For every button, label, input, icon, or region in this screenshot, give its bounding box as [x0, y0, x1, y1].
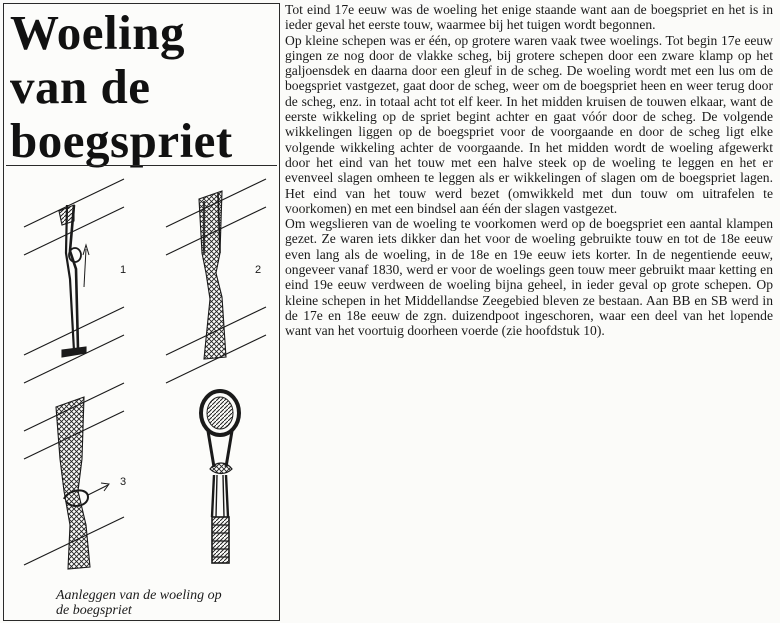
figure-2-diagram	[166, 179, 266, 383]
paragraph-2: Op kleine schepen was er één, op grotere waren vaak twee woelings. Tot begin 17e eeuw gingen ze nog door de vlakke scheg, bij grotere schepen door een zware klamp op het galjoensdek en daarna door een gleuf in de scheg. De woeling wordt met een lus om de boegspriet vastgezet, gaat door de scheg, weer om de boegspriet heen en weer terug door de scheg, enz. in totaal acht tot elf keer. In het midden kruisen de touwen elkaar, want de eerste wikkeling op de spriet begint achter en gaat vóór door de scheg. De volgende wikkelingen liggen op de boegspriet voor de voorgaande en door de scheg ligt elke volgende wikkeling achter de voorgaande. In het midden wordt de woeling afgewerkt door het eind van het touw met een halve steek op de woeling te leggen en het er evenveel slagen omheen te leggen als er wikkelingen of slagen om de boegspriet lagen. Het eind van het touw werd bezet (omwikkeld met dun touw om uitrafelen te voorkomen) en met een bindsel aan één der slagen vastgezet.	[285, 32, 773, 216]
figure-label-3: 3	[120, 476, 127, 488]
woeling-diagram	[4, 169, 279, 584]
page-title	[10, 6, 278, 168]
figure-1-diagram	[24, 179, 127, 383]
paragraph-1: Tot eind 17e eeuw was de woeling het enige staande want aan de boegspriet en het is in ieder geval het eerste touw, waarmee bij het tuigen wordt begonnen.	[285, 2, 773, 33]
paragraph-3: Om wegslieren van de woeling te voorkomen werd op de boegspriet een aantal klampen gezet. Ze waren iets dikker dan het voor de woeling gebruikte touw en tot de 18e eeuw even lang als de woeling, in de 18e en 19e eeuw iets korter. In de negentiende eeuw, ongeveer vanaf 1830, werd er voor de woelings geen touw meer gebruikt maar ketting en eind 19e eeuw verdween de woeling bijna geheel, in ieder geval op grote schepen. Op kleine schepen in het Middellandse Zeegebied bleven ze bestaan. Aan BB en SB werd in de 17e en 18e eeuw de zgn. duizendpoot ingeschoren, waar een deel van het lopende want van het voortuig doorheen voerde (zie hoofdstuk 10).	[285, 216, 773, 339]
title-line-3: boegspriet	[10, 113, 233, 168]
title-divider	[6, 165, 277, 166]
figure-label-2: 2	[255, 264, 262, 276]
illustration-panel	[3, 3, 280, 621]
figure-4-spliced-eye	[201, 391, 239, 563]
caption-line-1: Aanleggen van de woeling op	[56, 588, 222, 603]
figure-caption	[56, 588, 276, 618]
figure-label-1: 1	[120, 264, 127, 276]
caption-line-2: de boegspriet	[56, 603, 132, 618]
title-line-2: van de	[10, 59, 151, 114]
figure-3-diagram	[24, 383, 127, 569]
article-body	[285, 2, 773, 339]
title-line-1: Woeling	[10, 5, 186, 60]
